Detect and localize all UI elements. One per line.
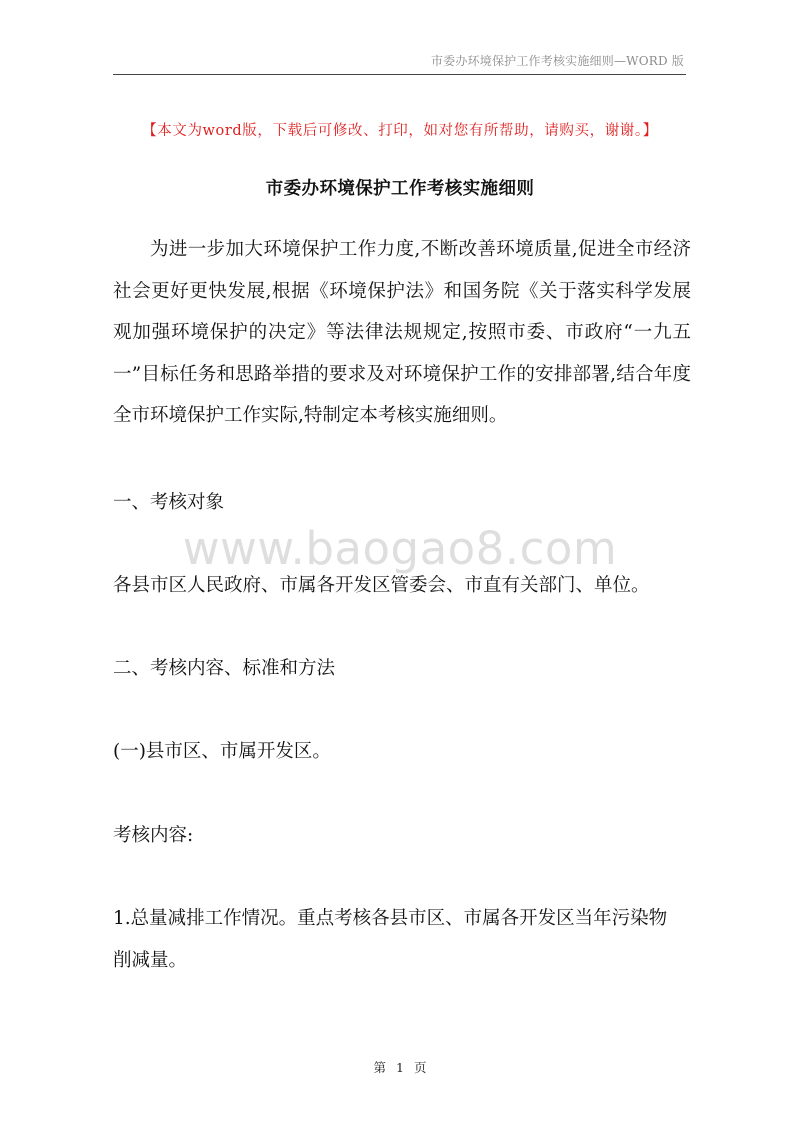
intro-paragraph: 为进一步加大环境保护工作力度,不断改善环境质量,促进全市经济社会更好更快发展,根据《环境保护法》和国务院《关于落实科学发展观加强环境保护的决定》等法律法规规定,按照市委、市政府“一九五一”目标任务和思路举措的要求及对环境保护工作的安排部署,结合年度全市环境保护工作实际,特制定本考核实施细则。 [113, 239, 691, 426]
watermark: www.baogao8.com [182, 522, 618, 575]
page-prefix: 第 [373, 1060, 387, 1075]
section-text-targets: 各县市区人民政府、市属各开发区管委会、市直有关部门、单位。 [113, 575, 650, 596]
section-heading-targets: 一、考核对象 [113, 492, 225, 513]
page-footer [0, 1058, 800, 1076]
subsection-heading: (一)县市区、市属开发区。 [113, 741, 331, 762]
item-1-line-1: 1.总量减排工作情况。重点考核各县市区、市属各开发区当年污染物 [113, 908, 668, 929]
content-label: 考核内容: [113, 825, 194, 846]
header-divider [113, 74, 686, 75]
running-header: 市委办环境保护工作考核实施细则—WORD 版 [430, 54, 684, 68]
page-number: 1 [396, 1060, 404, 1075]
item-1-line-2: 削减量。 [113, 950, 188, 971]
download-notice: 【本文为word版，下载后可修改、打印，如对您有所帮助，请购买，谢谢。】 [142, 123, 658, 139]
section-heading-content: 二、考核内容、标准和方法 [113, 658, 336, 679]
document-title: 市委办环境保护工作考核实施细则 [265, 179, 535, 199]
page-suffix: 页 [413, 1060, 427, 1075]
